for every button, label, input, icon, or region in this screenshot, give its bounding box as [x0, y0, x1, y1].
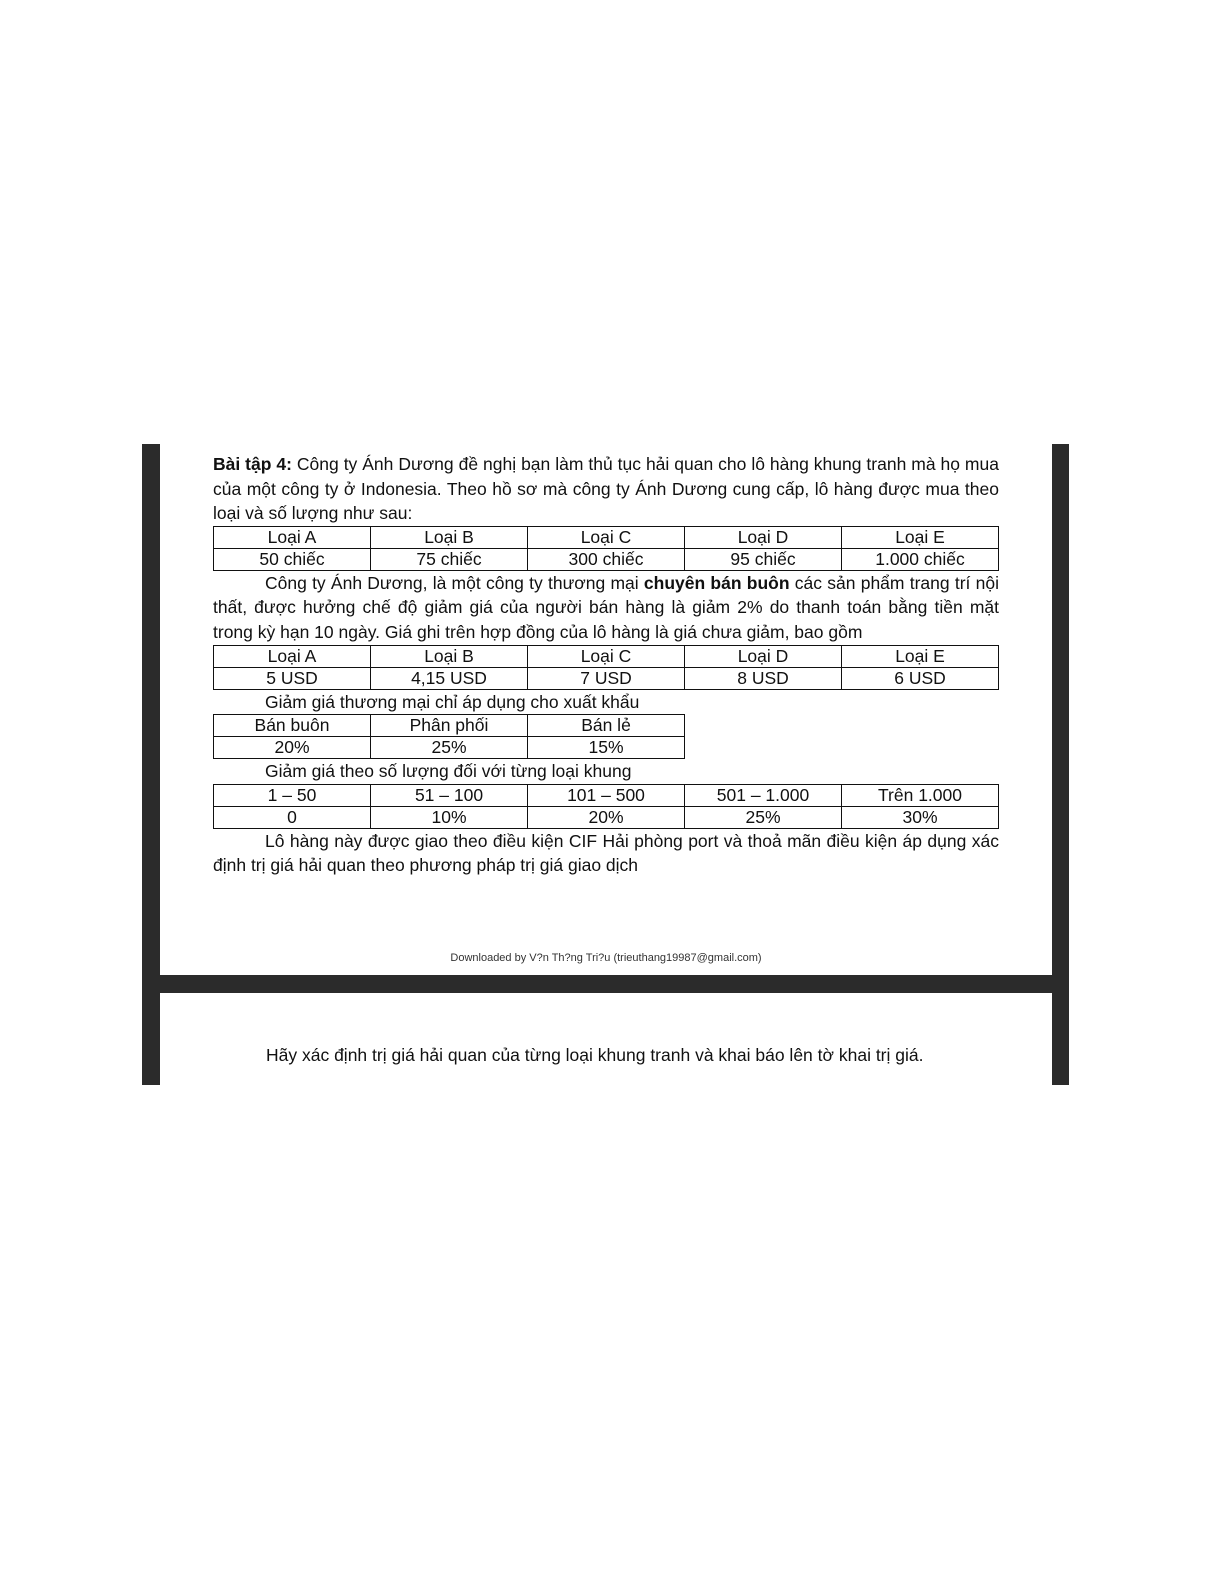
table-cell: 5 USD	[214, 667, 371, 689]
exercise-intro	[213, 452, 999, 526]
quantity-table	[213, 526, 999, 571]
table-cell: 1.000 chiếc	[842, 548, 999, 570]
trade-discount-caption: Giảm giá thương mại chỉ áp dụng cho xuất khẩu	[265, 691, 640, 712]
table-cell: Loại E	[842, 645, 999, 667]
table-cell: Loại A	[214, 645, 371, 667]
company-text-end: các sản phẩm trang trí nội thất, được hưởng chế độ giảm giá của người bán hàng là giảm 2% do thanh toán bằng tiền mặt trong kỳ hạn 10 ngày. Giá ghi trên hợp đồng của lô hàng là giá chưa giảm, bao gồm	[213, 572, 999, 642]
table-cell: Loại B	[371, 526, 528, 548]
table-cell: 1 – 50	[214, 784, 371, 806]
table-cell: 50 chiếc	[214, 548, 371, 570]
page-content	[213, 452, 999, 878]
table-cell: Bán lẻ	[528, 715, 685, 737]
company-text-bold: chuyên bán buôn	[643, 572, 790, 593]
table-cell: 20%	[528, 806, 685, 828]
document-page-2	[160, 993, 1052, 1085]
table-cell: 75 chiếc	[371, 548, 528, 570]
table-cell: Loại C	[528, 526, 685, 548]
table-cell: Loại B	[371, 645, 528, 667]
company-text-start: Công ty Ánh Dương, là một công ty thương mại	[265, 572, 644, 593]
table-row	[214, 667, 999, 689]
table-cell: 6 USD	[842, 667, 999, 689]
table-cell: 25%	[685, 806, 842, 828]
table-cell: Bán buôn	[214, 715, 371, 737]
table-cell: 501 – 1.000	[685, 784, 842, 806]
table-row	[214, 737, 685, 759]
exercise-intro-text: Công ty Ánh Dương đề nghị bạn làm thủ tục hải quan cho lô hàng khung tranh mà họ mua của một công ty ở Indonesia. Theo hồ sơ mà công ty Ánh Dương cung cấp, lô hàng được mua theo loại và số lượng như sau:	[213, 454, 999, 524]
price-table	[213, 645, 999, 690]
table-cell: Loại D	[685, 526, 842, 548]
table-cell: 25%	[371, 737, 528, 759]
table-cell: Trên 1.000	[842, 784, 999, 806]
table-cell: 8 USD	[685, 667, 842, 689]
table-cell: Loại E	[842, 526, 999, 548]
table-cell: 10%	[371, 806, 528, 828]
volume-discount-caption: Giảm giá theo số lượng đối với từng loại khung	[265, 761, 632, 782]
table-cell: Loại D	[685, 645, 842, 667]
table-cell: 4,15 USD	[371, 667, 528, 689]
download-footer: Downloaded by V?n Th?ng Tri?u (trieuthang19987@gmail.com)	[450, 952, 762, 964]
table-row	[214, 715, 685, 737]
table-cell: 101 – 500	[528, 784, 685, 806]
table-row	[214, 548, 999, 570]
table-row	[214, 806, 999, 828]
company-paragraph	[213, 571, 999, 645]
exercise-title: Bài tập 4:	[213, 454, 292, 474]
table-cell: Loại C	[528, 645, 685, 667]
table-cell: Loại A	[214, 526, 371, 548]
trade-discount-table	[213, 714, 685, 759]
document-page-1	[160, 444, 1052, 975]
document-viewer	[142, 444, 1069, 1085]
table-row	[214, 526, 999, 548]
exercise-question: Hãy xác định trị giá hải quan của từng loại khung tranh và khai báo lên tờ khai trị giá.	[266, 1045, 924, 1065]
table-cell: 300 chiếc	[528, 548, 685, 570]
table-cell: 0	[214, 806, 371, 828]
table-cell: 51 – 100	[371, 784, 528, 806]
table-cell: 95 chiếc	[685, 548, 842, 570]
table-cell: 20%	[214, 737, 371, 759]
table-cell: 30%	[842, 806, 999, 828]
table-cell: 7 USD	[528, 667, 685, 689]
delivery-paragraph: Lô hàng này được giao theo điều kiện CIF Hải phòng port và thoả mãn điều kiện áp dụng xác định trị giá hải quan theo phương pháp trị giá giao dịch	[213, 830, 999, 876]
table-cell: Phân phối	[371, 715, 528, 737]
table-cell: 15%	[528, 737, 685, 759]
table-row	[214, 784, 999, 806]
volume-discount-table	[213, 784, 999, 829]
table-row	[214, 645, 999, 667]
